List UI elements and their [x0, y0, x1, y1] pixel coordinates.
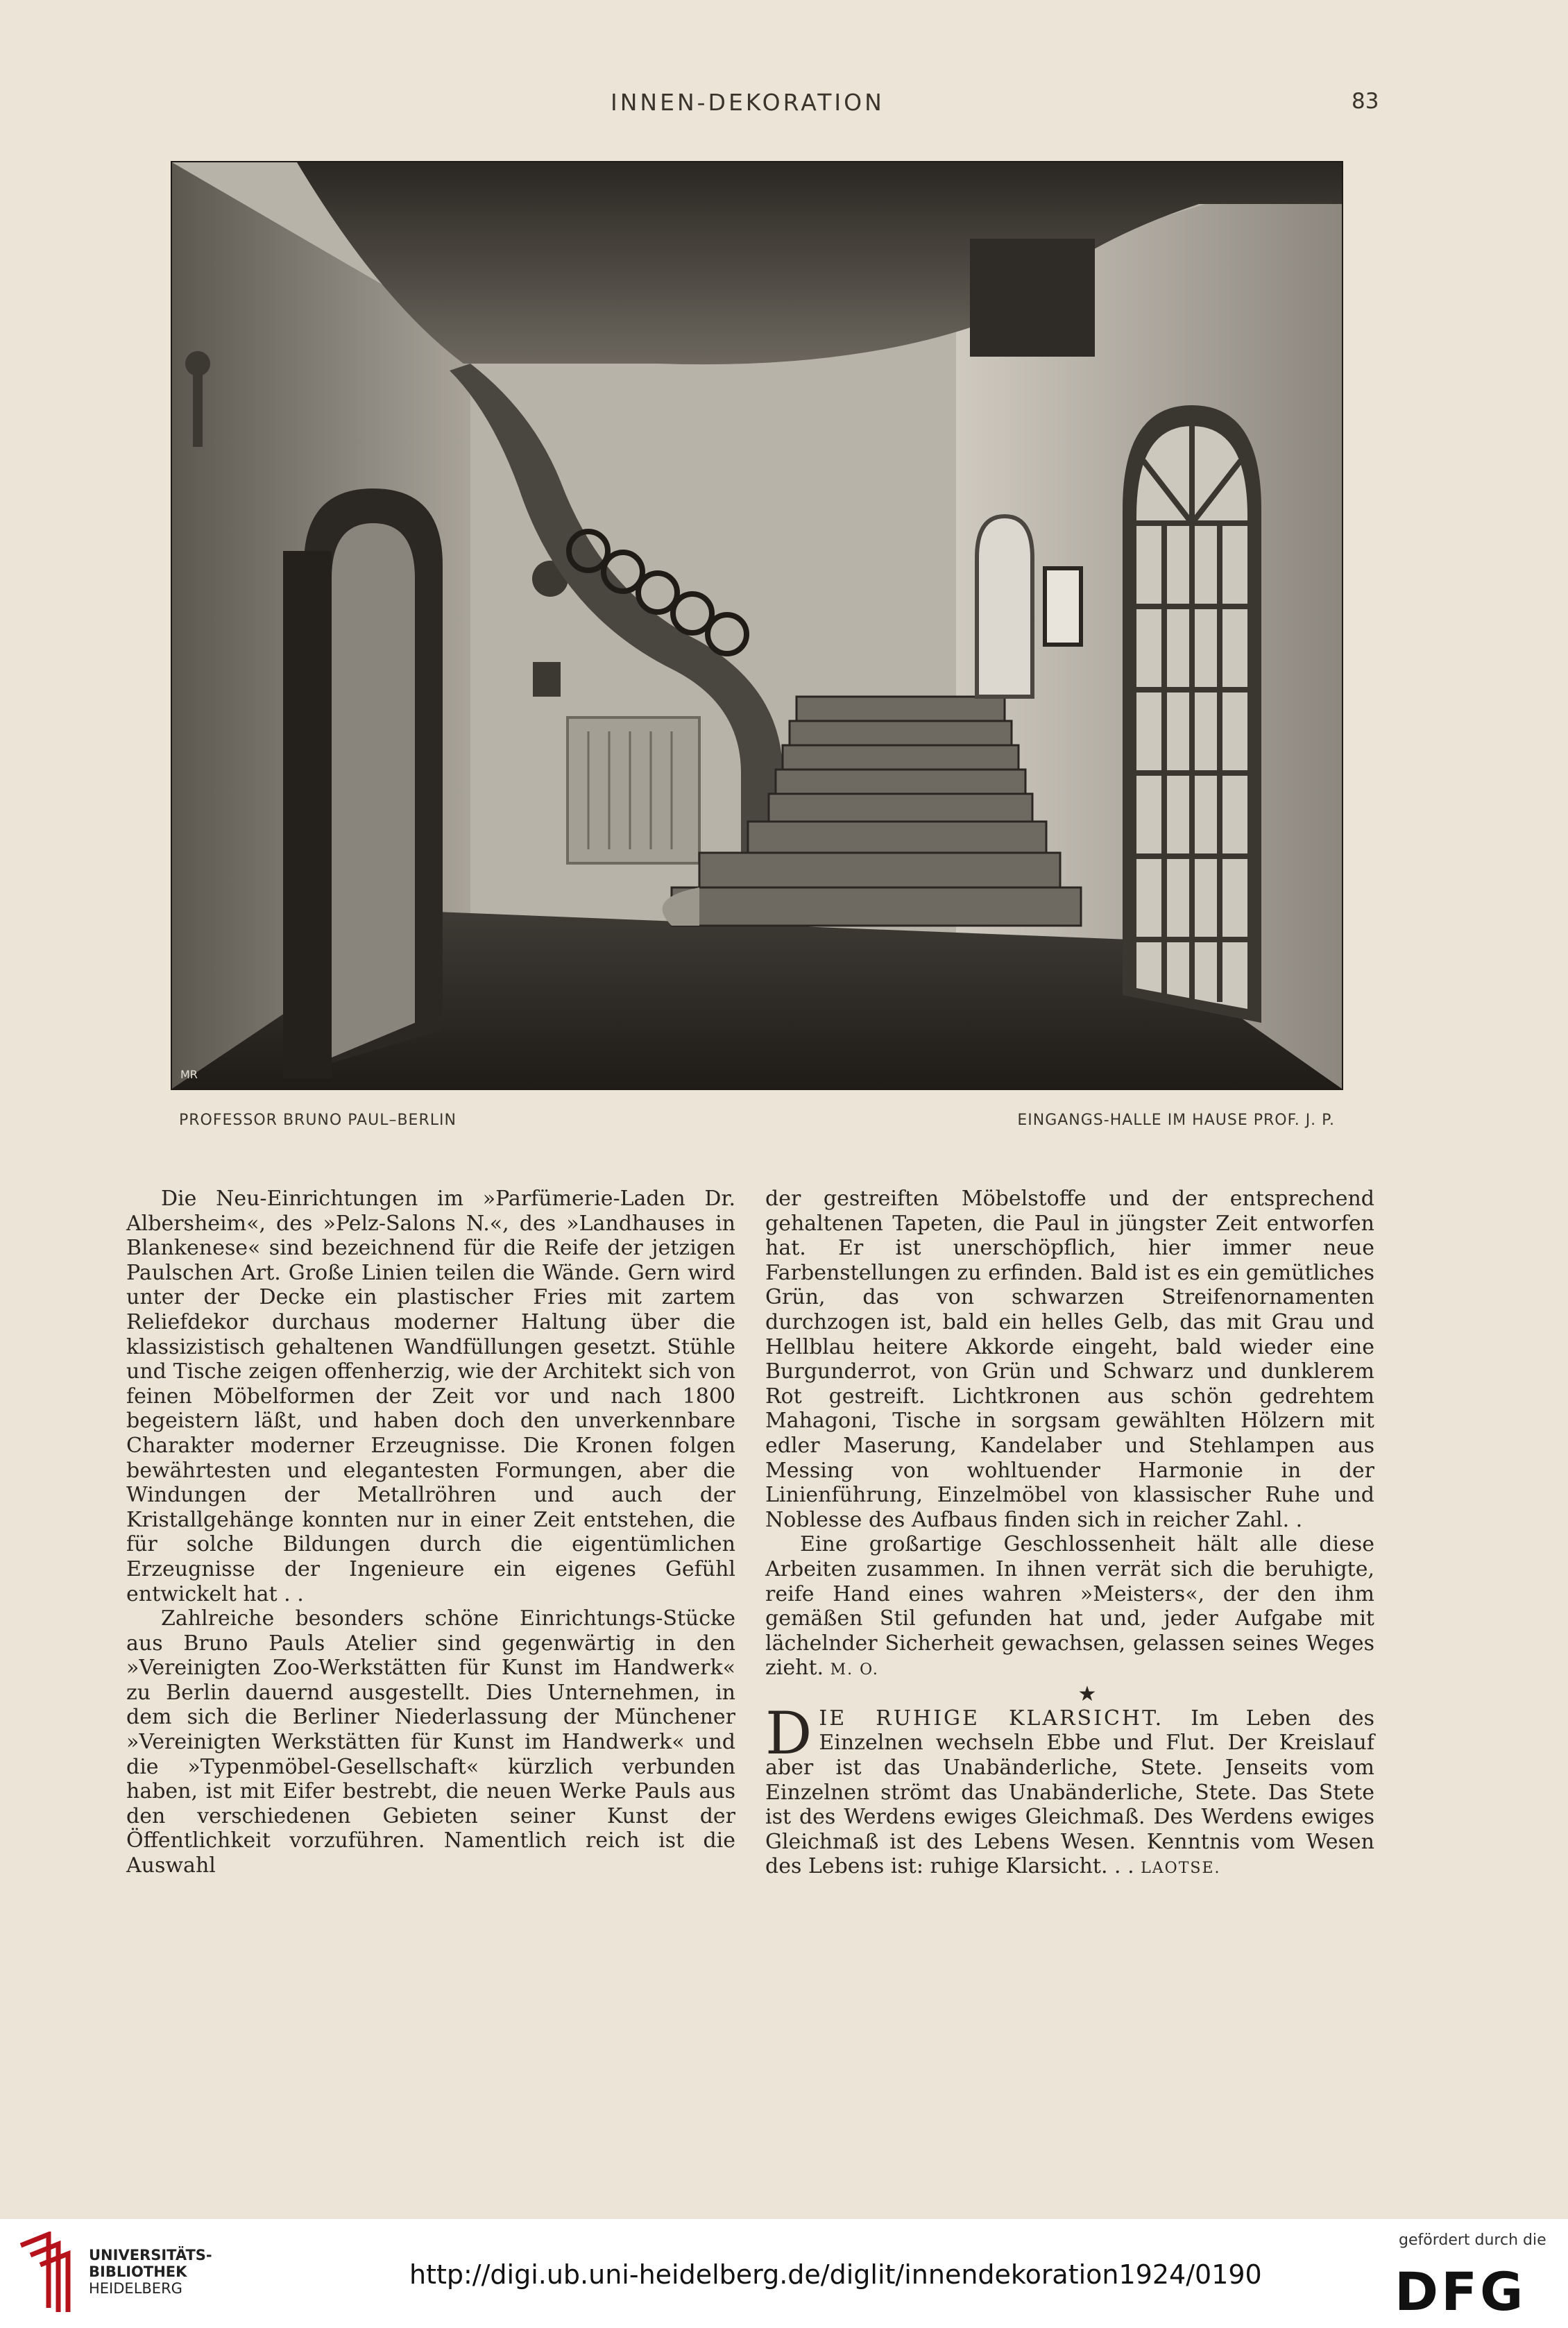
paragraph	[765, 1532, 1374, 1683]
paragraph-text: Eine großartige Geschlossenheit hält alle diese Arbeiten zusammen. In ihnen verrät sich die beruhigte, reife Hand eines wahren »Meisters«, der den ihm gemäßen Stil gefunden hat und, jeder Aufgabe mit lächelnder Sicherheit gewachsen, gelassen seines Weges zieht.	[765, 1532, 1374, 1681]
journal-title: INNEN-DEKORATION	[611, 89, 885, 116]
article-left-column	[126, 1187, 735, 1878]
staircase-illustration	[172, 162, 1342, 1089]
funded-by-label: gefördert durch die	[1399, 2232, 1546, 2249]
photo-monogram: MR	[180, 1068, 198, 1081]
running-head	[0, 89, 1568, 124]
quote-text: Im Leben des Einzelnen wechseln Ebbe und Flut. Der Kreislauf aber ist das Unabänderliche, Stete. Jenseits vom Einzelnen strömt das Unabänderliche, Stete. Das Stete ist des Werdens ewiges Gleichmaß. Des Werdens ewiges Gleichmaß ist des Lebens Wesen. Kenntnis vom Wesen des Lebens ist: ruhige Klarsicht. . .	[765, 1706, 1374, 1879]
library-name	[89, 2247, 212, 2297]
university-library-logo-icon	[15, 2232, 80, 2315]
library-name-line: UNIVERSITÄTS-	[89, 2247, 212, 2263]
caption-architect: PROFESSOR BRUNO PAUL–BERLIN	[179, 1112, 457, 1129]
digitization-footer	[0, 2219, 1568, 2328]
author-signature: M. O.	[830, 1661, 879, 1679]
permalink-url[interactable]: http://digi.ub.uni-heidelberg.de/diglit/innendekoration1924/0190	[409, 2259, 1262, 2290]
page-number: 83	[1352, 89, 1379, 114]
library-name-line: BIBLIOTHEK	[89, 2263, 187, 2280]
library-name-line: HEIDELBERG	[89, 2280, 182, 2297]
quote-paragraph	[765, 1699, 1374, 1881]
quote-author: LAOTSE.	[1141, 1860, 1221, 1878]
dfg-logo: DFG	[1395, 2261, 1526, 2322]
article-right-column	[765, 1187, 1374, 1881]
staircase-photograph	[171, 161, 1343, 1090]
paragraph: der gestreiften Möbelstoffe und der entsprechend gehaltenen Tapeten, die Paul in jüngster Zeit entworfen hat. Er ist unerschöpflich, hier immer neue Farbenstellungen zu erfinden. Bald ist es ein gemütliches Grün, das von schwarzen Streifenornamenten durchzogen ist, bald ein helles Gelb, das mit Grau und Hellblau heitere Akkorde eingeht, bald wieder eine Burgunderrot, von Grün und Schwarz und dunklerem Rot gestreift. Lichtkronen aus schön gedrehtem Mahagoni, Tische in sorgsam gewählten Hölzern mit edler Maserung, Kandelaber und Stehlampen aus Messing von wohltuender Harmonie in der Linienführung, Einzelmöbel von klassischer Ruhe und Noblesse des Aufbaus finden sich in reicher Zahl. .	[765, 1187, 1374, 1532]
quote-heading: IE RUHIGE KLARSICHT.	[819, 1706, 1164, 1731]
drop-cap: D	[765, 1699, 812, 1767]
paragraph: Die Neu-Einrichtungen im »Parfümerie-Laden Dr. Albersheim«, des »Pelz-Salons N.«, des »Landhauses in Blankenese« sind bezeichnend für die Reife der jetzigen Paulschen Art. Große Linien teilen die Wände. Gern wird unter der Decke ein plastischer Fries mit zartem Reliefdekor durchaus moderner Haltung über die klassizistisch gehaltenen Wandfüllungen gesetzt. Stühle und Tische zeigen offenherzig, wie der Architekt sich von feinen Möbelformen der Zeit vor und nach 1800 begeistern läßt, und haben doch den unverkennbare Charakter moderner Erzeugnisse. Die Kronen folgen bewährtesten und elegantesten Formungen, aber die Windungen der Metallröhren und auch der Kristallgehänge konnten nur in einer Zeit entstehen, die für solche Bildungen durch die eigentümlichen Erzeugnisse der Ingenieure ein eigenes Gefühl entwickelt hat . .	[126, 1187, 735, 1606]
paragraph: Zahlreiche besonders schöne Einrichtungs-Stücke aus Bruno Pauls Atelier sind gegenwärtig in den »Vereinigten Zoo-Werkstätten für Kunst im Handwerk« zu Berlin dauernd ausgestellt. Dies Unternehmen, in dem sich die Berliner Niederlassung der Münchener »Vereinigten Werkstätten für Kunst im Handwerk« und die »Typenmöbel-Gesellschaft« kürzlich verbunden haben, ist mit Eifer bestrebt, die neuen Werke Pauls aus den verschiedenen Gebieten seiner Kunst der Öffentlichkeit vorzuführen. Namentlich reich ist die Auswahl	[126, 1606, 735, 1878]
section-separator-icon: ★	[1077, 1681, 1097, 1706]
caption-subject: EINGANGS-HALLE IM HAUSE PROF. J. P.	[1017, 1112, 1335, 1129]
